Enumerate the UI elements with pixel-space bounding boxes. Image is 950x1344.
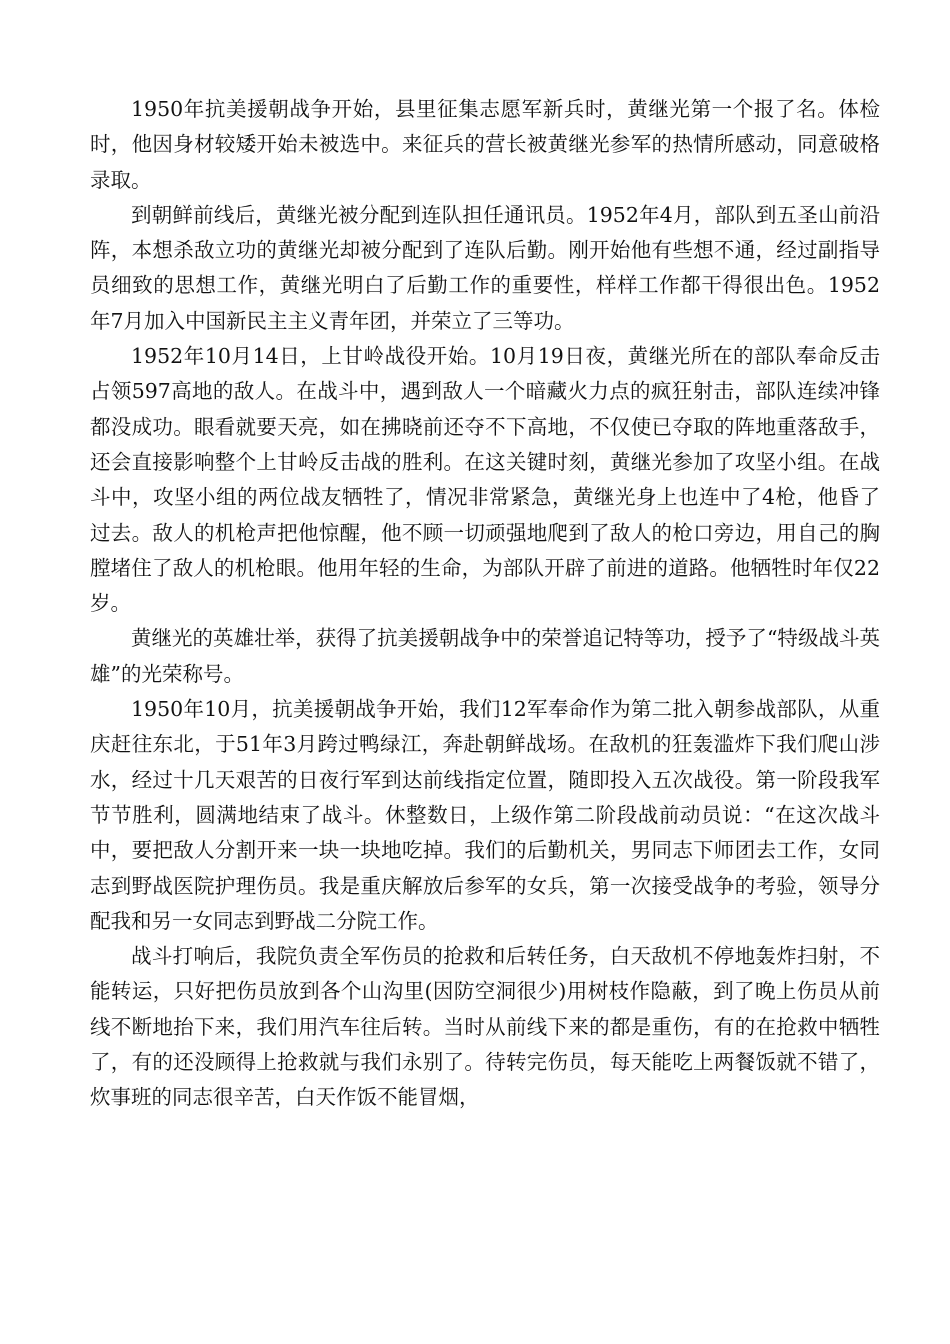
document-body (90, 92, 880, 1116)
paragraph-3: 1952年10月14日，上甘岭战役开始。10月19日夜，黄继光所在的部队奉命反击占领597高地的敌人。在战斗中，遇到敌人一个暗藏火力点的疯狂射击，部队连续冲锋都没成功。眼看就要天亮，如在拂晓前还夺不下高地，不仅使已夺取的阵地重落敌手，还会直接影响整个上甘岭反击战的胜利。在这关键时刻，黄继光参加了攻坚小组。在战斗中，攻坚小组的两位战友牺牲了，情况非常紧急，黄继光身上也连中了4枪，他昏了过去。敌人的机枪声把他惊醒，他不顾一切顽强地爬到了敌人的枪口旁边，用自己的胸膛堵住了敌人的机枪眼。他用年轻的生命，为部队开辟了前进的道路。他牺牲时年仅22岁。 (90, 344, 880, 616)
paragraph-5: 1950年10月，抗美援朝战争开始，我们12军奉命作为第二批入朝参战部队，从重庆赶往东北，于51年3月跨过鸭绿江，奔赴朝鲜战场。在敌机的狂轰滥炸下我们爬山涉水，经过十几天艰苦的日夜行军到达前线指定位置，随即投入五次战役。第一阶段我军节节胜利，圆满地结束了战斗。休整数日，上级作第二阶段战前动员说：“在这次战斗中，要把敌人分割开来一块一块地吃掉。我们的后勤机关，男同志下师团去工作，女同志到野战医院护理伤员。我是重庆解放后参军的女兵，第一次接受战争的考验，领导分配我和另一女同志到野战二分院工作。 (90, 697, 880, 933)
paragraph-1: 1950年抗美援朝战争开始，县里征集志愿军新兵时，黄继光第一个报了名。体检时，他因身材较矮开始未被选中。来征兵的营长被黄继光参军的热情所感动，同意破格录取。 (90, 97, 880, 192)
paragraph-4: 黄继光的英雄壮举，获得了抗美援朝战争中的荣誉追记特等功，授予了“特级战斗英雄”的光荣称号。 (90, 626, 880, 686)
paragraph-2: 到朝鲜前线后，黄继光被分配到连队担任通讯员。1952年4月，部队到五圣山前沿阵，本想杀敌立功的黄继光却被分配到了连队后勤。刚开始他有些想不通，经过副指导员细致的思想工作，黄继光明白了后勤工作的重要性，样样工作都干得很出色。1952年7月加入中国新民主主义青年团，并荣立了三等功。 (90, 202, 880, 333)
paragraph-6: 战斗打响后，我院负责全军伤员的抢救和后转任务，白天敌机不停地轰炸扫射，不能转运，只好把伤员放到各个山沟里(因防空洞很少)用树枝作隐蔽，到了晚上伤员从前线不断地抬下来，我们用汽车往后转。当时从前线下来的都是重伤，有的在抢救中牺牲了，有的还没顾得上抢救就与我们永别了。待转完伤员，每天能吃上两餐饭就不错了，炊事班的同志很辛苦，白天作饭不能冒烟， (90, 944, 880, 1110)
